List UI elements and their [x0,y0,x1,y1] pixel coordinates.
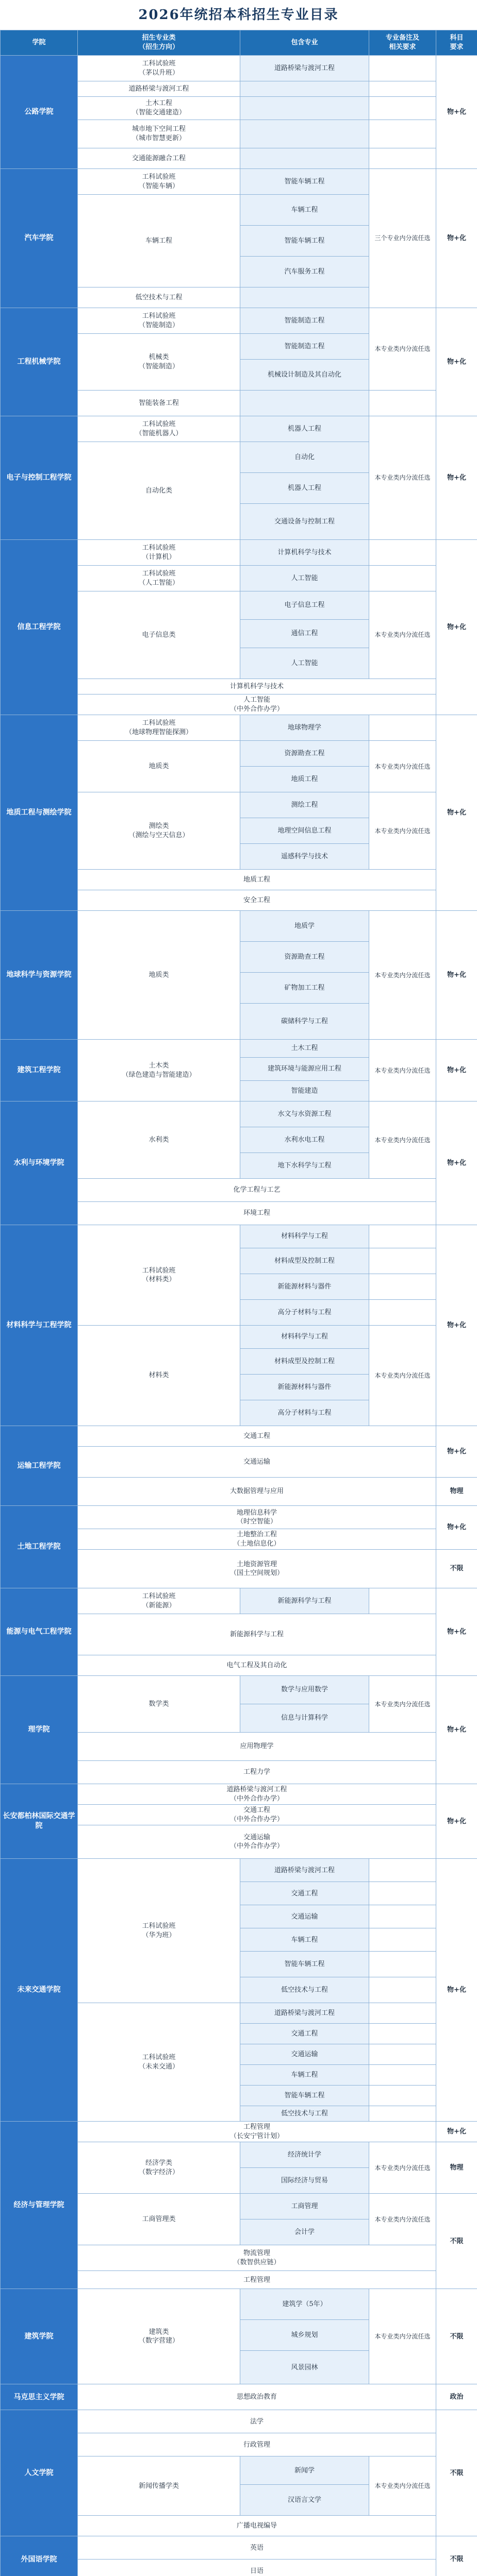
major-category: 交通工程 （中外合作办学） [78,1805,436,1825]
major-note: 本专业类内分流任选 [369,308,436,391]
included-major: 数学与应用数学 [240,1676,369,1704]
subject-requirement: 物+化 [436,308,477,416]
major-category: 工科试验班 （智能制造） [78,308,240,334]
major-category: 自动化类 [78,442,240,540]
major-note: 本专业类内分流任选 [369,1101,436,1179]
major-category: 交通运输 [78,1447,436,1478]
major-category: 车辆工程 [78,195,240,287]
major-category: 地质工程 [78,870,436,890]
included-major: 新能源科学与工程 [240,1588,369,1614]
major-note-empty [369,1882,436,1905]
major-category: 环境工程 [78,1202,436,1225]
included-major: 材料科学与工程 [240,1225,369,1248]
included-major: 低空技术与工程 [240,2106,369,2122]
major-category: 安全工程 [78,890,436,911]
table-row [1,2122,477,2142]
college-name: 电子与控制工程学院 [1,416,78,540]
included-major: 土木工程 [240,1040,369,1058]
included-major: 智能车辆工程 [240,2086,369,2106]
table-row [1,2536,477,2560]
major-note: 本专业类内分流任选 [369,2289,436,2384]
included-major: 道路桥梁与渡河工程 [240,56,369,81]
major-category: 工程力学 [78,1761,436,1784]
included-major: 遥感科学与技术 [240,844,369,870]
college-name: 人文学院 [1,2410,78,2536]
major-note: 本专业类内分流任选 [369,2142,436,2194]
table-body [1,56,477,2576]
subject-requirement: 物+化 [436,1506,477,1550]
major-category: 经济学类 （数字经济） [78,2142,240,2194]
major-note: 本专业类内分流任选 [369,911,436,1040]
college-name: 外国语学院 [1,2536,78,2576]
college-name: 土地工程学院 [1,1506,78,1588]
major-note-empty [369,540,436,566]
subject-requirement: 不限 [436,2194,477,2289]
college-name: 能源与电气工程学院 [1,1588,78,1676]
included-major: 智能车辆工程 [240,226,369,257]
major-note-empty [369,1274,436,1300]
included-major: 交通运输 [240,1905,369,1928]
major-category: 机械类 （智能制造） [78,334,240,391]
subject-requirement: 物理 [436,1478,477,1506]
included-major: 电子信息工程 [240,591,369,620]
subject-requirement: 政治 [436,2384,477,2410]
included-major: 信息与计算科学 [240,1704,369,1733]
table-row [1,2384,477,2410]
major-category: 低空技术与工程 [78,287,240,308]
included-major [240,97,369,120]
major-note-empty [369,1225,436,1248]
subject-requirement: 物+化 [436,1040,477,1101]
included-major: 地球物理学 [240,715,369,741]
major-category: 地质类 [78,911,240,1040]
major-note-empty [369,2044,436,2065]
included-major: 低空技术与工程 [240,1977,369,2003]
major-note-empty [369,566,436,591]
major-category: 土地整治工程 （土地信息化） [78,1529,436,1550]
major-category: 电气工程及其自动化 [78,1655,436,1676]
major-note-empty [369,715,436,741]
subject-requirement: 物+化 [436,416,477,540]
major-note-empty [369,2106,436,2122]
major-category: 工科试验班 （智能车辆） [78,169,240,195]
major-category: 计算机科学与技术 [78,679,436,694]
included-major: 资源勘查工程 [240,741,369,767]
major-category: 新闻传播学类 [78,2456,240,2516]
major-category: 建筑类 （数字营建） [78,2289,240,2384]
included-major [240,81,369,97]
college-name: 长安都柏林国际交通学院 [1,1784,78,1859]
subject-requirement: 不限 [436,2289,477,2384]
major-note-empty [369,391,436,416]
included-major: 新能源材料与器件 [240,1375,369,1400]
subject-requirement: 物+化 [436,1784,477,1859]
included-major [240,287,369,308]
major-category: 电子信息类 [78,591,240,679]
major-category: 交通工程 [78,1426,436,1447]
major-note-empty [369,2086,436,2106]
subject-requirement: 物+化 [436,169,477,308]
major-note: 本专业类内分流任选 [369,416,436,540]
subject-requirement: 物+化 [436,1859,477,2122]
major-note-empty [369,97,436,120]
table-row [1,2289,477,2320]
major-category: 工科试验班 （材料类） [78,1225,240,1326]
included-major: 智能车辆工程 [240,1952,369,1977]
major-category: 新能源科学与工程 [78,1614,436,1655]
col-header-included-majors: 包含专业 [240,30,369,56]
included-major: 经济统计学 [240,2142,369,2168]
major-note-empty [369,1248,436,1274]
major-category: 工科试验班 （新能源） [78,1588,240,1614]
table-row [1,1225,477,1248]
major-note-empty [369,1952,436,1977]
college-name: 马克思主义学院 [1,2384,78,2410]
subject-requirement: 物+化 [436,540,477,715]
major-note: 本专业类内分流任选 [369,2456,436,2516]
included-major: 车辆工程 [240,195,369,226]
college-name: 理学院 [1,1676,78,1784]
major-category: 道路桥梁与渡河工程 [78,81,240,97]
included-major: 国际经济与贸易 [240,2168,369,2194]
col-header-major-category: 招生专业类 （招生方向） [78,30,240,56]
major-category: 思想政治教育 [78,2384,436,2410]
major-category: 智能装备工程 [78,391,240,416]
major-note: 三个专业内分流任选 [369,169,436,308]
included-major: 车辆工程 [240,1928,369,1952]
table-row [1,1506,477,1529]
table-row [1,1784,477,1805]
college-name: 水利与环境学院 [1,1101,78,1225]
included-major: 车辆工程 [240,2065,369,2086]
included-major: 交通运输 [240,2044,369,2065]
college-name: 建筑工程学院 [1,1040,78,1101]
table-row [1,1101,477,1127]
major-category: 广播电视编导 [78,2516,436,2536]
included-major: 自动化 [240,442,369,473]
table-row [1,540,477,566]
col-header-subject-req: 科目 要求 [436,30,477,56]
included-major: 道路桥梁与渡河工程 [240,1859,369,1882]
table-row [1,416,477,442]
major-note: 本专业类内分流任选 [369,1040,436,1101]
major-category: 工科试验班 （计算机） [78,540,240,566]
subject-requirement: 物+化 [436,2122,477,2142]
major-note-empty [369,1905,436,1928]
table-row [1,911,477,942]
included-major: 智能制造工程 [240,308,369,334]
subject-requirement: 不限 [436,2410,477,2536]
included-major: 人工智能 [240,648,369,679]
table-row [1,308,477,334]
major-note-empty [369,148,436,169]
included-major: 汽车服务工程 [240,257,369,287]
included-major: 建筑环境与能源应用工程 [240,1058,369,1081]
major-category: 材料类 [78,1326,240,1426]
major-category: 城市地下空间工程 （城市智慧更新） [78,120,240,148]
major-note-empty [369,1588,436,1614]
major-note: 本专业类内分流任选 [369,792,436,870]
major-category: 法学 [78,2410,436,2433]
college-name: 汽车学院 [1,169,78,308]
subject-requirement: 物+化 [436,911,477,1040]
included-major [240,148,369,169]
major-category: 土木类 （绿色建造与智能建造） [78,1040,240,1101]
page-title: 2026年统招本科招生专业目录 [138,7,339,23]
major-note-empty [369,1977,436,2003]
college-name: 运输工程学院 [1,1426,78,1506]
included-major: 人工智能 [240,566,369,591]
college-name: 公路学院 [1,56,78,169]
included-major: 道路桥梁与渡河工程 [240,2003,369,2024]
major-note-empty [369,81,436,97]
included-major: 计算机科学与技术 [240,540,369,566]
table-row [1,2410,477,2433]
major-category: 工科试验班 （地球物理智能探测） [78,715,240,741]
included-major: 建筑学（5年） [240,2289,369,2320]
included-major: 机械设计制造及其自动化 [240,360,369,391]
included-major: 会计学 [240,2219,369,2245]
college-name: 地球科学与资源学院 [1,911,78,1040]
table-row [1,715,477,741]
major-note-empty [369,1300,436,1326]
subject-requirement: 物+化 [436,1101,477,1225]
included-major: 资源勘查工程 [240,942,369,973]
included-major: 材料成型及控制工程 [240,1248,369,1274]
major-note: 本专业类内分流任选 [369,1676,436,1733]
included-major: 矿物加工工程 [240,973,369,1004]
included-major: 工商管理 [240,2194,369,2219]
included-major: 智能车辆工程 [240,169,369,195]
major-category: 地质类 [78,741,240,792]
major-note: 本专业类内分流任选 [369,591,436,679]
major-note: 本专业类内分流任选 [369,1326,436,1426]
included-major: 材料成型及控制工程 [240,1349,369,1375]
included-major: 新能源材料与器件 [240,1274,369,1300]
major-category: 土地资源管理 （国土空间规划） [78,1550,436,1588]
major-note-empty [369,1859,436,1882]
col-header-notes: 专业备注及 相关要求 [369,30,436,56]
included-major: 碳储科学与工程 [240,1004,369,1040]
college-name: 建筑学院 [1,2289,78,2384]
included-major: 新闻学 [240,2456,369,2485]
major-category: 大数据管理与应用 [78,1478,436,1506]
college-name: 材料科学与工程学院 [1,1225,78,1426]
included-major: 高分子材料与工程 [240,1400,369,1426]
major-category: 工科试验班 （智能机器人） [78,416,240,442]
major-category: 地理信息科学 （时空智能） [78,1506,436,1529]
major-category: 水利类 [78,1101,240,1179]
included-major: 智能建造 [240,1081,369,1101]
included-major [240,391,369,416]
major-category: 交通能源融合工程 [78,148,240,169]
major-note-empty [369,1928,436,1952]
included-major: 地质工程 [240,767,369,792]
subject-requirement: 物理 [436,2142,477,2194]
major-category: 工程管理 （长安宁管计划） [78,2122,436,2142]
included-major: 材料科学与工程 [240,1326,369,1349]
included-major: 风景园林 [240,2351,369,2384]
subject-requirement: 物+化 [436,715,477,911]
major-category: 人工智能 （中外合作办学） [78,694,436,715]
table-row [1,169,477,195]
included-major: 地质学 [240,911,369,942]
major-category: 土木工程 （智能交通建造） [78,97,240,120]
major-category: 道路桥梁与渡河工程 （中外合作办学） [78,1784,436,1805]
major-note: 本专业类内分流任选 [369,2194,436,2245]
major-note-empty [369,2003,436,2024]
subject-requirement: 不限 [436,1550,477,1588]
college-name: 经济与管理学院 [1,2122,78,2289]
included-major: 测绘工程 [240,792,369,818]
table-row [1,1676,477,1704]
major-note-empty [369,56,436,81]
major-category: 工程管理 [78,2271,436,2289]
major-category: 工科试验班 （人工智能） [78,566,240,591]
major-note-empty [369,2065,436,2086]
subject-requirement: 物+化 [436,56,477,169]
table-row [1,1426,477,1447]
included-major: 交通工程 [240,1882,369,1905]
college-name: 地质工程与测绘学院 [1,715,78,911]
included-major: 智能制造工程 [240,334,369,360]
college-name: 信息工程学院 [1,540,78,715]
major-category: 工商管理类 [78,2194,240,2245]
table-row [1,1040,477,1058]
subject-requirement: 物+化 [436,1225,477,1426]
major-category: 物流管理 （数智供应链） [78,2245,436,2271]
major-category: 数学类 [78,1676,240,1733]
included-major: 机器人工程 [240,473,369,504]
subject-requirement: 不限 [436,2536,477,2576]
major-category: 工科试验班 （未来交通） [78,2003,240,2122]
included-major: 交通设备与控制工程 [240,504,369,540]
included-major: 地下水科学与工程 [240,1153,369,1179]
major-category: 测绘类 （测绘与空天信息） [78,792,240,870]
major-category: 工科试验班 （茅以升班） [78,56,240,81]
college-name: 未来交通学院 [1,1859,78,2122]
col-header-college: 学院 [1,30,78,56]
included-major: 机器人工程 [240,416,369,442]
major-catalog-table [0,30,477,2576]
included-major: 高分子材料与工程 [240,1300,369,1326]
subject-requirement: 物+化 [436,1588,477,1676]
major-note: 本专业类内分流任选 [369,741,436,792]
major-category: 工科试验班 （华为班） [78,1859,240,2003]
included-major: 水文与水资源工程 [240,1101,369,1127]
major-category: 行政管理 [78,2433,436,2456]
included-major: 通信工程 [240,620,369,648]
table-header [1,30,477,56]
included-major: 地理空间信息工程 [240,818,369,844]
major-note-empty [369,120,436,148]
table-row [1,1588,477,1614]
major-category: 英语 [78,2536,436,2560]
major-note-empty [369,2024,436,2044]
major-category: 交通运输 （中外合作办学） [78,1825,436,1859]
subject-requirement: 物+化 [436,1426,477,1478]
college-name: 工程机械学院 [1,308,78,416]
major-category: 日语 [78,2560,436,2576]
included-major: 交通工程 [240,2024,369,2044]
included-major [240,120,369,148]
subject-requirement: 物+化 [436,1676,477,1784]
major-category: 应用物理学 [78,1733,436,1761]
included-major: 城乡规划 [240,2320,369,2351]
table-row [1,1859,477,1882]
included-major: 水利水电工程 [240,1127,369,1153]
included-major: 汉语言文学 [240,2485,369,2516]
table-row [1,56,477,81]
major-category: 化学工程与工艺 [78,1179,436,1202]
